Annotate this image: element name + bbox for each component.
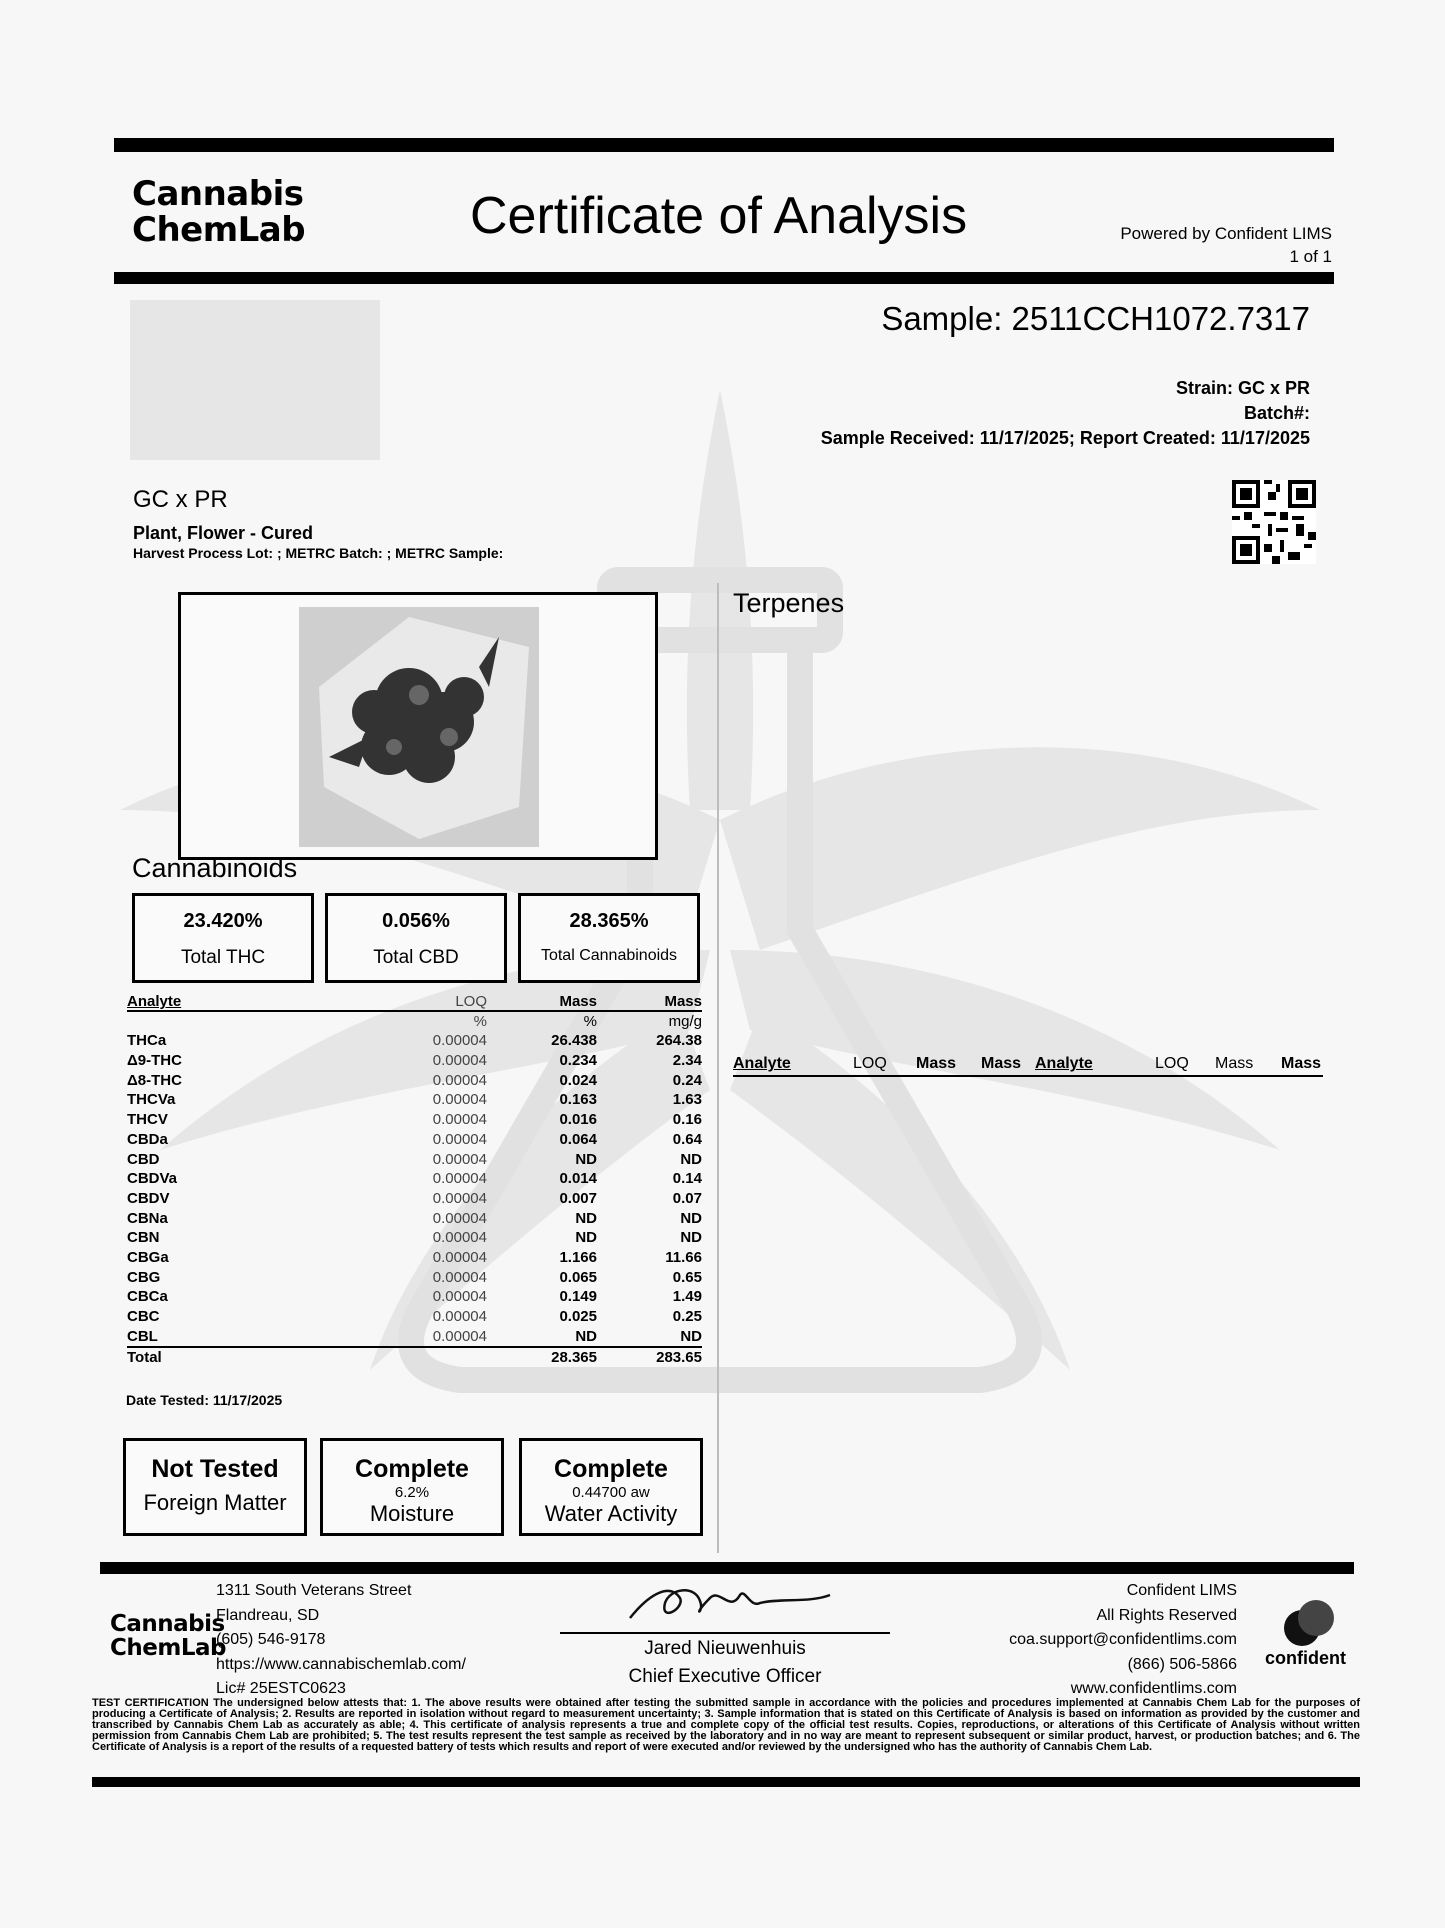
mass-percent: 26.438 [551, 1032, 597, 1050]
cannabinoid-row [127, 1051, 702, 1071]
panel-divider [717, 583, 719, 1553]
cannabinoid-row [127, 1150, 702, 1170]
lab-city: Flandreau, SD [216, 1606, 320, 1624]
terp-col-loq-2: LOQ [1155, 1055, 1189, 1072]
foreign-matter-box [123, 1438, 307, 1536]
cannabinoid-row [127, 1031, 702, 1051]
cannabinoid-row [127, 1189, 702, 1209]
mass-percent: 0.064 [559, 1130, 597, 1148]
mass-mg: 11.66 [665, 1248, 702, 1266]
lab-license: Lic# 25ESTC0623 [216, 1680, 346, 1697]
lims-rights: All Rights Reserved [1096, 1606, 1237, 1624]
unit-mass-pct: % [583, 1012, 597, 1030]
redacted-client-box [130, 300, 380, 460]
lab-phone: (605) 546-9178 [216, 1631, 326, 1648]
water-activity-label: Water Activity [544, 1501, 678, 1526]
sample-photo-frame [178, 592, 658, 860]
footer-logo-line1: Cannabis [110, 1611, 225, 1637]
analyte-name: THCV [127, 1111, 168, 1129]
unit-mass-mg: mg/g [668, 1012, 702, 1030]
mass-mg: ND [680, 1229, 702, 1247]
cannabinoid-row [127, 1130, 702, 1150]
col-mass-pct: Mass [559, 993, 597, 1010]
lims-website: www.confidentlims.com [1070, 1680, 1237, 1697]
terp-col-analyte-2: Analyte [1035, 1055, 1093, 1072]
analyte-name: CBN [127, 1229, 160, 1247]
terpenes-heading: Terpenes [733, 588, 845, 618]
terp-col-mass-pct-2: Mass [1215, 1055, 1254, 1072]
terp-col-loq: LOQ [853, 1055, 887, 1072]
col-mass-mg: Mass [664, 993, 702, 1010]
total-mass-mg: 283.65 [656, 1349, 702, 1367]
mass-mg: ND [680, 1150, 702, 1168]
mass-percent: 0.024 [559, 1071, 597, 1089]
lot-info: Harvest Process Lot: ; METRC Batch: ; METRC Sample: [133, 545, 504, 561]
terpenes-table-header [733, 1055, 1323, 1077]
total-cannabinoids-label: Total Cannabinoids [540, 947, 678, 964]
foreign-matter-status: Not Tested [151, 1455, 279, 1483]
product-name: GC x PR [133, 486, 228, 513]
mass-mg: 0.65 [672, 1268, 702, 1286]
lab-logo-line2: ChemLab [132, 209, 306, 250]
cannabinoid-row [127, 1287, 702, 1307]
terp-col-mass-mg: Mass [981, 1055, 1022, 1072]
mass-mg: 1.49 [672, 1288, 702, 1306]
flower-image [299, 607, 539, 847]
mass-percent: 0.007 [559, 1189, 597, 1207]
confident-logo-text: confident [1265, 1648, 1346, 1668]
water-activity-value: 0.44700 aw [572, 1484, 650, 1501]
strain: Strain: GC x PR [1175, 378, 1310, 398]
mass-mg: 264.38 [656, 1032, 702, 1050]
analyte-name: CBDa [127, 1130, 168, 1148]
total-cbd-value: 0.056% [382, 910, 450, 932]
total-label: Total [127, 1349, 162, 1367]
cannabinoid-row [127, 1209, 702, 1229]
mass-percent: 0.149 [559, 1288, 597, 1306]
moisture-label: Moisture [369, 1501, 455, 1526]
loq-value: 0.00004 [432, 1130, 487, 1148]
mass-percent: 0.014 [559, 1170, 597, 1188]
mass-mg: ND [680, 1327, 702, 1345]
terp-col-analyte: Analyte [733, 1055, 791, 1072]
cannabinoid-row [127, 1228, 702, 1248]
mass-mg: ND [680, 1209, 702, 1227]
cannabinoid-row [127, 1248, 702, 1268]
lab-website: https://www.cannabischemlab.com/ [216, 1655, 466, 1673]
loq-value: 0.00004 [432, 1032, 487, 1050]
total-cbd-box [325, 893, 507, 983]
mass-percent: 0.025 [559, 1308, 597, 1325]
cannabinoid-header-row [127, 992, 702, 1012]
analyte-name: CBCa [127, 1288, 168, 1306]
mass-mg: 0.24 [672, 1071, 702, 1089]
lims-email: coa.support@confidentlims.com [1009, 1631, 1237, 1648]
lab-logo [132, 174, 306, 250]
cannabinoid-units-row [127, 1012, 702, 1032]
lims-name: Confident LIMS [1126, 1582, 1237, 1599]
water-activity-box [519, 1438, 703, 1536]
cannabinoids-table [127, 992, 702, 1366]
date-tested: Date Tested: 11/17/2025 [126, 1392, 283, 1408]
signer-name: Jared Nieuwenhuis [644, 1638, 806, 1659]
lab-street: 1311 South Veterans Street [216, 1582, 412, 1599]
mass-percent: 0.016 [559, 1111, 597, 1129]
lab-logo-line1: Cannabis [132, 174, 304, 214]
cannabinoid-row [127, 1307, 702, 1327]
signature-line [560, 1632, 890, 1634]
mass-percent: 0.234 [559, 1052, 597, 1070]
cannabinoid-row [127, 1327, 702, 1347]
mass-percent: ND [575, 1150, 597, 1168]
batch-number: Batch#: [1243, 403, 1310, 423]
analyte-name: CBG [127, 1268, 161, 1286]
top-rule [114, 138, 1334, 152]
loq-value: 0.00004 [432, 1111, 487, 1129]
loq-value: 0.00004 [432, 1150, 487, 1168]
total-cbd-label: Total CBD [373, 947, 459, 968]
unit-loq: % [473, 1012, 487, 1030]
loq-value: 0.00004 [432, 1052, 487, 1070]
cannabinoid-row [127, 1110, 702, 1130]
sample-photo [299, 607, 539, 847]
loq-value: 0.00004 [432, 1308, 487, 1325]
loq-value: 0.00004 [432, 1091, 487, 1109]
signer-title: Chief Executive Officer [628, 1666, 822, 1687]
mass-percent: 1.166 [559, 1248, 597, 1266]
mass-mg: 2.34 [672, 1052, 702, 1070]
loq-value: 0.00004 [432, 1268, 487, 1286]
total-cannabinoids-value: 28.365% [569, 910, 649, 932]
analyte-name: CBD [127, 1150, 160, 1168]
powered-by: Powered by Confident LIMS [1120, 224, 1332, 243]
analyte-name: THCVa [127, 1091, 176, 1109]
cannabinoid-row [127, 1071, 702, 1091]
terp-col-mass-mg-2: Mass [1281, 1055, 1322, 1072]
lims-contact-block [1009, 1579, 1237, 1702]
mass-percent: ND [575, 1209, 597, 1227]
cannabinoids-heading: Cannabinoids [132, 853, 298, 883]
cannabinoid-row [127, 1169, 702, 1189]
analyte-name: CBL [127, 1327, 158, 1345]
loq-value: 0.00004 [432, 1248, 487, 1266]
total-mass-pct: 28.365 [551, 1349, 597, 1367]
loq-value: 0.00004 [432, 1071, 487, 1089]
mass-mg: 0.25 [672, 1308, 702, 1325]
total-loq [317, 1348, 487, 1366]
cannabis-leaf-watermark [120, 390, 1320, 1590]
mass-mg: 0.14 [672, 1170, 702, 1188]
total-thc-value: 23.420% [183, 910, 263, 932]
test-certification-text: TEST CERTIFICATION The undersigned below attests that: 1. The above results were obtained after testing the submitted sample in accordance with the policies and procedures implemented at Cannabis Chem Lab for the purposes of producing a Certificate of Analysis; 2. Results are reported in isolation without regard to measurement uncertainty; 3. Sample information that is stated on this Certificate of Analysis is based on information as provided by the customer and transcribed by Cannabis Chem Lab as accurately as able; 4. This certificate of analysis represents a true and complete copy of the official test results. Copies, reproductions, or alterations of this Certificate of Analysis without written permission from Cannabis Chem Lab are prohibited; 5. The test results represent the test sample as received by the laboratory and in no way are meant to represent subsequent or similar product, harvest, or production batches; and 6. The Certificate of Analysis is a report of the results of a requested battery of tests which results and report of were executed and/or reviewed by the undersigned who has the authority of Cannabis Chem Lab. [92, 1697, 1360, 1753]
mass-percent: ND [575, 1327, 597, 1345]
water-activity-status: Complete [554, 1455, 668, 1483]
document-title: Certificate of Analysis [470, 187, 968, 245]
footer-logo-line2: ChemLab [110, 1635, 226, 1662]
mass-mg: 0.07 [672, 1189, 702, 1207]
foreign-matter-label: Foreign Matter [143, 1490, 287, 1515]
cannabinoid-total-row [127, 1346, 702, 1366]
mass-mg: 0.64 [672, 1130, 702, 1148]
cannabinoid-row [127, 1268, 702, 1288]
lab-address-block [216, 1579, 466, 1702]
header-rule [114, 272, 1334, 284]
lims-phone: (866) 506-5866 [1127, 1655, 1237, 1673]
mass-mg: 1.63 [672, 1091, 702, 1109]
qr-code-icon [1232, 480, 1316, 564]
analyte-name: CBNa [127, 1209, 168, 1227]
analyte-name: CBC [127, 1308, 160, 1325]
mass-percent: ND [575, 1229, 597, 1247]
unit-analyte [127, 1012, 317, 1032]
terp-col-mass-pct: Mass [916, 1055, 957, 1072]
loq-value: 0.00004 [432, 1209, 487, 1227]
col-loq: LOQ [455, 993, 487, 1010]
loq-value: 0.00004 [432, 1189, 487, 1207]
total-cannabinoids-box [518, 893, 700, 983]
loq-value: 0.00004 [432, 1288, 487, 1306]
signature-image [620, 1573, 840, 1633]
analyte-name: CBGa [127, 1248, 169, 1266]
analyte-name: Δ9-THC [127, 1052, 182, 1070]
loq-value: 0.00004 [432, 1170, 487, 1188]
mass-percent: 0.163 [559, 1091, 597, 1109]
moisture-status: Complete [355, 1455, 469, 1483]
product-type: Plant, Flower - Cured [133, 523, 314, 543]
bottom-rule [92, 1777, 1360, 1787]
col-analyte: Analyte [127, 993, 182, 1010]
loq-value: 0.00004 [432, 1327, 487, 1345]
analyte-name: CBDV [127, 1189, 170, 1207]
sample-id: Sample: 2511CCH1072.7317 [881, 300, 1310, 337]
analyte-name: CBDVa [127, 1170, 178, 1188]
page-number: 1 of 1 [1289, 247, 1332, 266]
mass-mg: 0.16 [672, 1111, 702, 1129]
analyte-name: THCa [127, 1032, 167, 1050]
loq-value: 0.00004 [432, 1229, 487, 1247]
cannabinoid-row [127, 1090, 702, 1110]
total-thc-box [132, 893, 314, 983]
cannabinoid-rows [127, 1031, 702, 1346]
moisture-box [320, 1438, 504, 1536]
analyte-name: Δ8-THC [127, 1071, 182, 1089]
mass-percent: 0.065 [559, 1268, 597, 1286]
total-thc-label: Total THC [180, 947, 266, 968]
footer-lab-logo [110, 1612, 226, 1660]
confident-logo-icon [1280, 1598, 1340, 1648]
moisture-value: 6.2% [394, 1484, 430, 1501]
sample-dates: Sample Received: 11/17/2025; Report Created: 11/17/2025 [820, 428, 1310, 448]
